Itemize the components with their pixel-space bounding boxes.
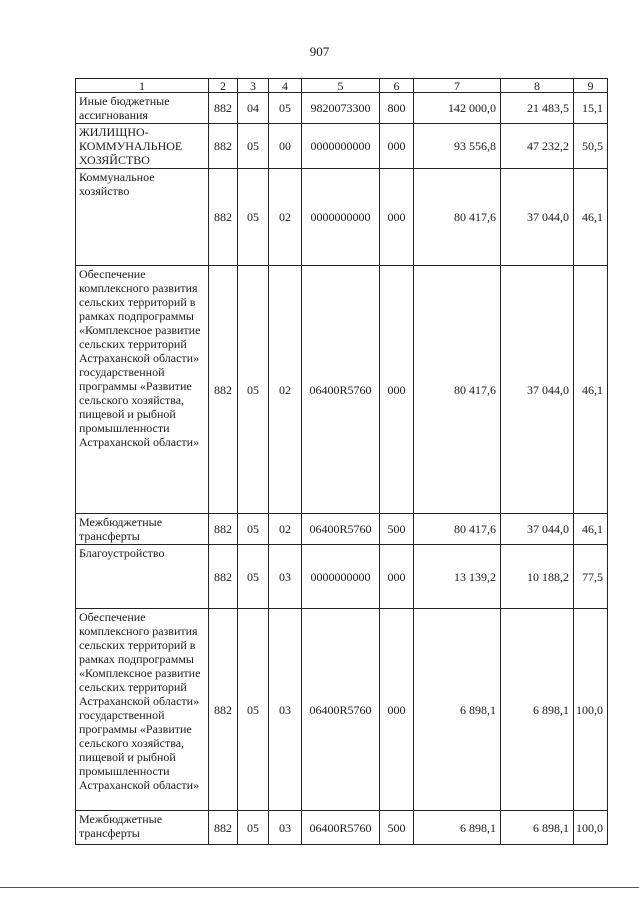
cell-subsection: 02 <box>269 266 302 514</box>
cell-percent: 100,0 <box>574 609 608 811</box>
column-header-8: 8 <box>501 79 574 93</box>
row-name: Межбюджетные трансферты <box>76 514 209 545</box>
page-number: 907 <box>309 44 330 59</box>
cell-section: 05 <box>238 169 269 266</box>
column-header-9: 9 <box>574 79 608 93</box>
cell-executed: 47 232,2 <box>501 124 574 169</box>
cell-percent: 46,1 <box>574 266 608 514</box>
cell-target-article: 9820073300 <box>302 93 380 124</box>
cell-target-article: 0000000000 <box>302 545 380 609</box>
cell-expense-type: 000 <box>380 545 414 609</box>
cell-admin-code: 882 <box>209 514 238 545</box>
table-row <box>76 93 608 124</box>
header-row <box>76 79 608 93</box>
column-header-4: 4 <box>269 79 302 93</box>
cell-expense-type: 500 <box>380 514 414 545</box>
cell-executed: 37 044,0 <box>501 169 574 266</box>
cell-percent: 15,1 <box>574 93 608 124</box>
cell-planned: 6 898,1 <box>414 811 501 845</box>
cell-planned: 80 417,6 <box>414 514 501 545</box>
cell-planned: 93 556,8 <box>414 124 501 169</box>
cell-admin-code: 882 <box>209 811 238 845</box>
cell-section: 05 <box>238 545 269 609</box>
cell-target-article: 06400R5760 <box>302 811 380 845</box>
cell-percent: 100,0 <box>574 811 608 845</box>
table-row <box>76 811 608 845</box>
cell-target-article: 0000000000 <box>302 169 380 266</box>
cell-expense-type: 500 <box>380 811 414 845</box>
table-row <box>76 545 608 609</box>
row-name: Обеспечение комплексного развития сельских территорий в рамках подпрограммы «Комплексное развитие сельских территорий Астраханской области» государственной программы «Развитие сельского хозяйства, пищевой и рыбной промышленности Астраханской области» <box>76 609 209 811</box>
cell-planned: 13 139,2 <box>414 545 501 609</box>
cell-section: 05 <box>238 266 269 514</box>
cell-admin-code: 882 <box>209 93 238 124</box>
cell-subsection: 03 <box>269 545 302 609</box>
column-header-6: 6 <box>380 79 414 93</box>
cell-admin-code: 882 <box>209 124 238 169</box>
cell-planned: 80 417,6 <box>414 266 501 514</box>
cell-admin-code: 882 <box>209 545 238 609</box>
column-header-7: 7 <box>414 79 501 93</box>
table-row <box>76 169 608 266</box>
cell-section: 05 <box>238 124 269 169</box>
cell-section: 05 <box>238 609 269 811</box>
cell-expense-type: 000 <box>380 169 414 266</box>
cell-subsection: 03 <box>269 609 302 811</box>
table-row <box>76 266 608 514</box>
cell-percent: 77,5 <box>574 545 608 609</box>
row-name: Межбюджетные трансферты <box>76 811 209 845</box>
table-row <box>76 609 608 811</box>
cell-admin-code: 882 <box>209 609 238 811</box>
cell-target-article: 06400R5760 <box>302 609 380 811</box>
row-name: Коммунальное хозяйство <box>76 169 209 266</box>
cell-target-article: 06400R5760 <box>302 266 380 514</box>
row-name: Благоустройство <box>76 545 209 609</box>
cell-target-article: 06400R5760 <box>302 514 380 545</box>
cell-section: 05 <box>238 811 269 845</box>
cell-subsection: 05 <box>269 93 302 124</box>
cell-executed: 21 483,5 <box>501 93 574 124</box>
cell-expense-type: 800 <box>380 93 414 124</box>
cell-percent: 46,1 <box>574 514 608 545</box>
cell-section: 05 <box>238 514 269 545</box>
table-row <box>76 514 608 545</box>
row-name: Иные бюджетные ассигнования <box>76 93 209 124</box>
cell-target-article: 0000000000 <box>302 124 380 169</box>
cell-subsection: 03 <box>269 811 302 845</box>
cell-section: 04 <box>238 93 269 124</box>
cell-percent: 50,5 <box>574 124 608 169</box>
row-name: ЖИЛИЩНО-КОММУНАЛЬНОЕ ХОЗЯЙСТВО <box>76 124 209 169</box>
cell-subsection: 02 <box>269 514 302 545</box>
cell-percent: 46,1 <box>574 169 608 266</box>
cell-executed: 37 044,0 <box>501 266 574 514</box>
cell-subsection: 00 <box>269 124 302 169</box>
cell-expense-type: 000 <box>380 266 414 514</box>
cell-expense-type: 000 <box>380 124 414 169</box>
column-header-2: 2 <box>209 79 238 93</box>
cell-executed: 6 898,1 <box>501 811 574 845</box>
cell-admin-code: 882 <box>209 169 238 266</box>
cell-admin-code: 882 <box>209 266 238 514</box>
page-bottom-divider <box>0 887 639 888</box>
cell-planned: 80 417,6 <box>414 169 501 266</box>
table-row <box>76 124 608 169</box>
cell-subsection: 02 <box>269 169 302 266</box>
cell-executed: 6 898,1 <box>501 609 574 811</box>
budget-table <box>75 78 608 845</box>
cell-planned: 6 898,1 <box>414 609 501 811</box>
column-header-1: 1 <box>76 79 209 93</box>
column-header-3: 3 <box>238 79 269 93</box>
cell-expense-type: 000 <box>380 609 414 811</box>
cell-executed: 10 188,2 <box>501 545 574 609</box>
column-header-5: 5 <box>302 79 380 93</box>
cell-executed: 37 044,0 <box>501 514 574 545</box>
row-name: Обеспечение комплексного развития сельских территорий в рамках подпрограммы «Комплексное развитие сельских территорий Астраханской области» государственной программы «Развитие сельского хозяйства, пищевой и рыбной промышленности Астраханской области» <box>76 266 209 514</box>
cell-planned: 142 000,0 <box>414 93 501 124</box>
